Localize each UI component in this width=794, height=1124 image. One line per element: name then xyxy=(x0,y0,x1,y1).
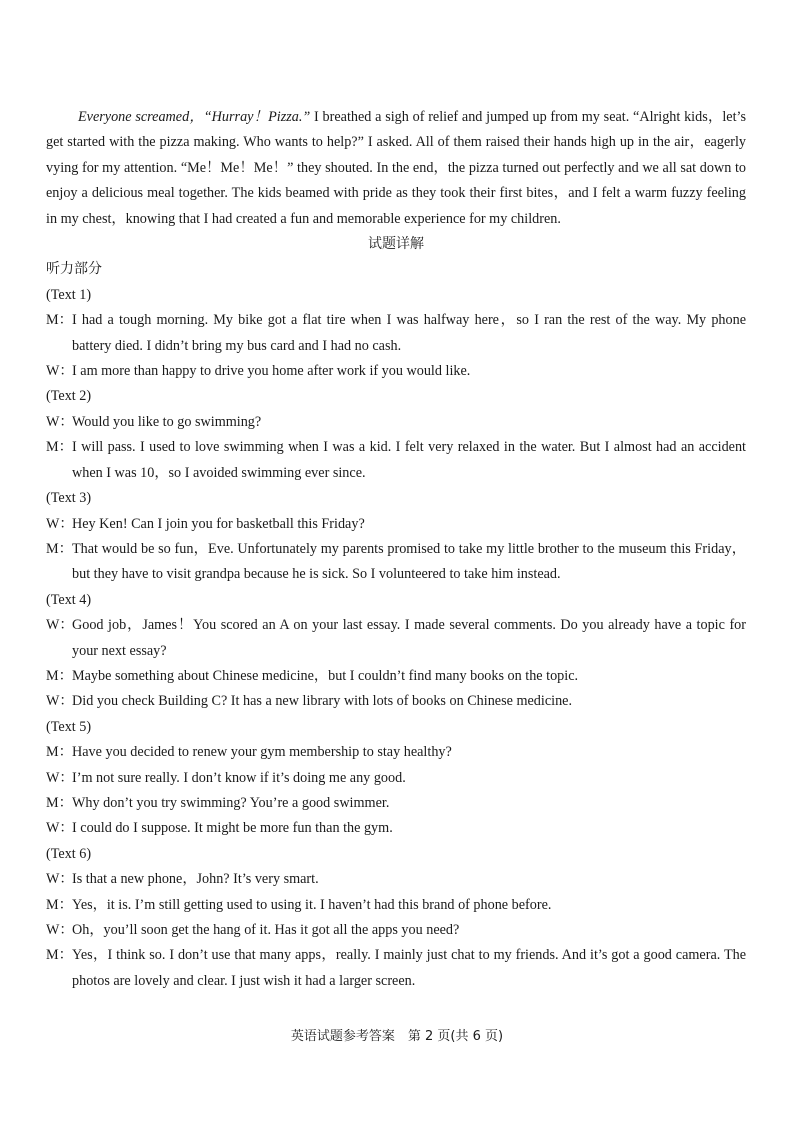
essay-paragraph xyxy=(46,105,746,232)
section-title: 试题详解 xyxy=(368,236,424,253)
dialogue-line xyxy=(46,893,746,918)
speaker-label: W： xyxy=(46,617,74,634)
speaker-label: M： xyxy=(46,744,73,761)
dialogue-text: I had a tough morning. My bike got a flat tire when I was halfway here，so I ran the rest of the way. My phone battery died. I didn’t bring my bus card and I had no cash. xyxy=(72,312,746,354)
dialogue-line xyxy=(46,664,746,689)
speaker-label: W： xyxy=(46,413,74,430)
speaker-label: M： xyxy=(46,312,73,329)
text-heading: (Text 4) xyxy=(46,591,92,608)
dialogue-text: That would be so fun，Eve. Unfortunately my parents promised to take my little brother to the museum this Friday，but they have to visit grandpa because he is sick. So I volunteered to take him instead. xyxy=(72,540,746,583)
dialogue-text: I could do I suppose. It might be more fun than the gym. xyxy=(72,820,393,837)
dialogue-text: I will pass. I used to love swimming when I was a kid. I felt very relaxed in the water. But I almost had an accident when I was 10，so I avoided swimming ever since. xyxy=(72,439,746,481)
speaker-label: M： xyxy=(46,947,73,964)
dialogue-text: Did you check Building C? It has a new library with lots of books on Chinese medicine. xyxy=(72,693,573,710)
dialogue-text: I’m not sure really. I don’t know if it’s doing me any good. xyxy=(72,769,406,786)
dialogue-line xyxy=(46,816,746,841)
speaker-label: M： xyxy=(46,667,73,684)
dialogue-text: Oh，you’ll soon get the hang of it. Has it got all the apps you need? xyxy=(72,922,460,938)
speaker-label: W： xyxy=(46,693,74,710)
speaker-label: W： xyxy=(46,871,74,888)
dialogue-text: Would you like to go swimming? xyxy=(72,413,262,430)
dialogue-text: Why don’t you try swimming? You’re a good swimmer. xyxy=(72,794,390,811)
dialogue-line xyxy=(46,537,746,588)
speaker-label: W： xyxy=(46,515,74,532)
speaker-label: M： xyxy=(46,794,73,811)
dialogue-line xyxy=(46,943,746,994)
text-heading: (Text 2) xyxy=(46,388,92,405)
dialogue-text: I am more than happy to drive you home after work if you would like. xyxy=(72,363,471,380)
dialogue-text: Have you decided to renew your gym membership to stay healthy? xyxy=(72,744,452,761)
dialogue-line xyxy=(46,791,746,816)
text-heading: (Text 5) xyxy=(46,718,92,735)
dialogue-line xyxy=(46,308,746,359)
speaker-label: W： xyxy=(46,922,74,938)
section-subtitle: 听力部分 xyxy=(46,261,102,278)
dialogue-text: Maybe something about Chinese medicine，but I couldn’t find many books on the topic. xyxy=(72,667,579,684)
listening-transcripts xyxy=(46,283,746,994)
dialogue-line xyxy=(46,410,746,435)
dialogue-line xyxy=(46,359,746,384)
dialogue-line xyxy=(46,918,746,943)
speaker-label: W： xyxy=(46,820,74,837)
dialogue-text: Yes，it is. I’m still getting used to using it. I haven’t had this brand of phone before. xyxy=(72,896,552,913)
dialogue-text: Hey Ken! Can I join you for basketball this Friday? xyxy=(72,515,365,532)
speaker-label: M： xyxy=(46,896,73,913)
speaker-label: W： xyxy=(46,363,74,380)
dialogue-line xyxy=(46,613,746,664)
text-heading: (Text 6) xyxy=(46,845,92,862)
dialogue-line xyxy=(46,740,746,765)
dialogue-line xyxy=(46,435,746,486)
text-heading: (Text 1) xyxy=(46,286,92,303)
dialogue-line xyxy=(46,512,746,537)
essay-lead: Everyone screamed，“Hurray！Pizza.” xyxy=(78,109,311,125)
dialogue-line xyxy=(46,867,746,892)
speaker-label: M： xyxy=(46,439,73,456)
speaker-label: W： xyxy=(46,769,74,786)
dialogue-text: Is that a new phone，John? It’s very smart. xyxy=(72,871,319,888)
essay-body: I breathed a sigh of relief and jumped up from my seat. “Alright kids，let’s get started with the pizza making. Who wants to help?” I asked. All of them raised their hands high up in the air，eagerly vying for my attention. “Me！Me！Me！” they shouted. In the end，the pizza turned out perfectly and we all sat down to enjoy a delicious meal together. The kids beamed with pride as they took their first bites，and I felt a warm fuzzy feeling in my chest，knowing that I had created a fun and memorable experience for my children. xyxy=(46,109,747,227)
dialogue-text: Good job，James！You scored an A on your last essay. I made several comments. Do you already have a topic for your next essay? xyxy=(72,617,746,659)
dialogue-text: Yes，I think so. I don’t use that many apps，really. I mainly just chat to my friends. And it’s got a good camera. The photos are lovely and clear. I just wish it had a larger screen. xyxy=(72,947,746,989)
page-content xyxy=(46,105,746,994)
dialogue-line xyxy=(46,766,746,791)
page-footer: 英语试题参考答案 第 2 页(共 6 页) xyxy=(290,1029,504,1044)
dialogue-line xyxy=(46,689,746,714)
speaker-label: M： xyxy=(46,540,73,557)
text-heading: (Text 3) xyxy=(46,490,92,507)
